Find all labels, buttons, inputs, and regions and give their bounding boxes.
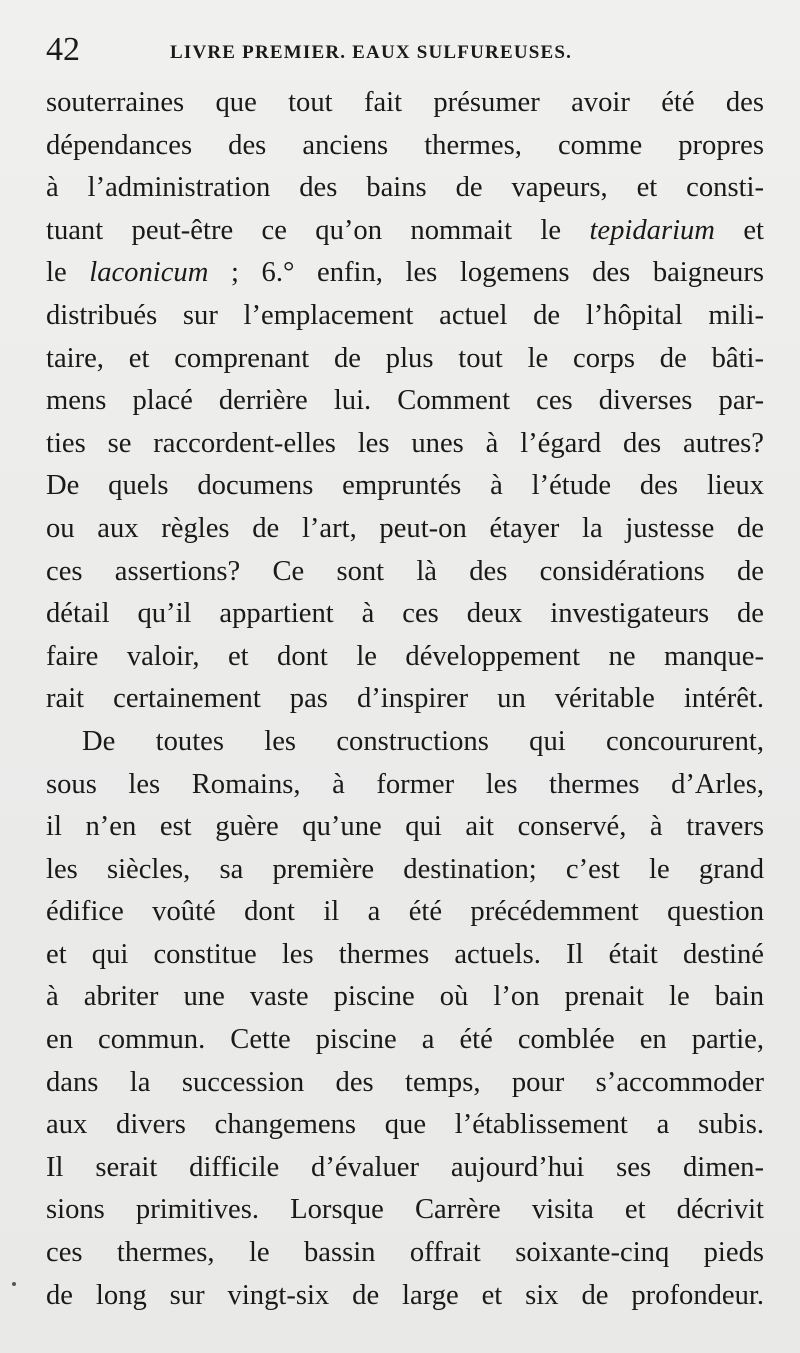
- text-line: il n’en est guère qu’une qui ait conservé, à travers: [46, 811, 764, 843]
- text-line: ces assertions? Ce sont là des considérations de: [46, 555, 764, 587]
- text-line: distribués sur l’emplacement actuel de l’hôpital mili-: [46, 299, 764, 331]
- text-line: les siècles, sa première destination; c’est le grand: [46, 853, 764, 885]
- paper-speck: [12, 1282, 16, 1286]
- paragraph: [46, 82, 764, 721]
- text-line: ou aux règles de l’art, peut-on étayer la justesse de: [46, 512, 764, 544]
- text-line: taire, et comprenant de plus tout le corps de bâti-: [46, 342, 764, 374]
- text-line: dans la succession des temps, pour s’accommoder: [46, 1066, 764, 1098]
- text-line: le laconicum ; 6.° enfin, les logemens des baigneurs: [46, 257, 764, 289]
- text-line: dépendances des anciens thermes, comme propres: [46, 129, 764, 161]
- page-header: [46, 30, 756, 74]
- text-line: tuant peut-être ce qu’on nommait le tepidarium et: [46, 214, 764, 246]
- text-line: mens placé derrière lui. Comment ces diverses par-: [46, 385, 764, 417]
- paragraph: [46, 721, 764, 1317]
- text-line: sous les Romains, à former les thermes d’Arles,: [46, 768, 764, 800]
- text-line: souterraines que tout fait présumer avoir été des: [46, 87, 764, 118]
- text-line: Il serait difficile d’évaluer aujourd’hui ses dimen-: [46, 1151, 764, 1183]
- text-line: à abriter une vaste piscine où l’on prenait le bain: [46, 981, 764, 1013]
- text-line: édifice voûté dont il a été précédemment question: [46, 896, 764, 928]
- text-line: en commun. Cette piscine a été comblée en partie,: [46, 1024, 764, 1056]
- text-line: détail qu’il appartient à ces deux investigateurs de: [46, 598, 764, 630]
- page-number: 42: [46, 31, 80, 68]
- text-line: à l’administration des bains de vapeurs, et consti-: [46, 172, 764, 204]
- text-line: De toutes les constructions qui concoururent,: [82, 725, 764, 757]
- text-line: rait certainement pas d’inspirer un véritable intérêt.: [46, 683, 764, 715]
- text-line: sions primitives. Lorsque Carrère visita et décrivit: [46, 1194, 764, 1226]
- body-text: [46, 82, 764, 1317]
- text-line: et qui constitue les thermes actuels. Il était destiné: [46, 938, 764, 970]
- text-line: faire valoir, et dont le développement ne manque-: [46, 640, 764, 672]
- running-title: LIVRE PREMIER. EAUX SULFUREUSES.: [170, 42, 573, 63]
- text-line: De quels documens empruntés à l’étude des lieux: [46, 470, 764, 502]
- text-line: de long sur vingt-six de large et six de profondeur.: [46, 1279, 764, 1311]
- text-line: aux divers changemens que l’établissement a subis.: [46, 1109, 764, 1141]
- text-line: ties se raccordent-elles les unes à l’égard des autres?: [46, 427, 764, 459]
- text-line: ces thermes, le bassin offrait soixante-cinq pieds: [46, 1237, 764, 1269]
